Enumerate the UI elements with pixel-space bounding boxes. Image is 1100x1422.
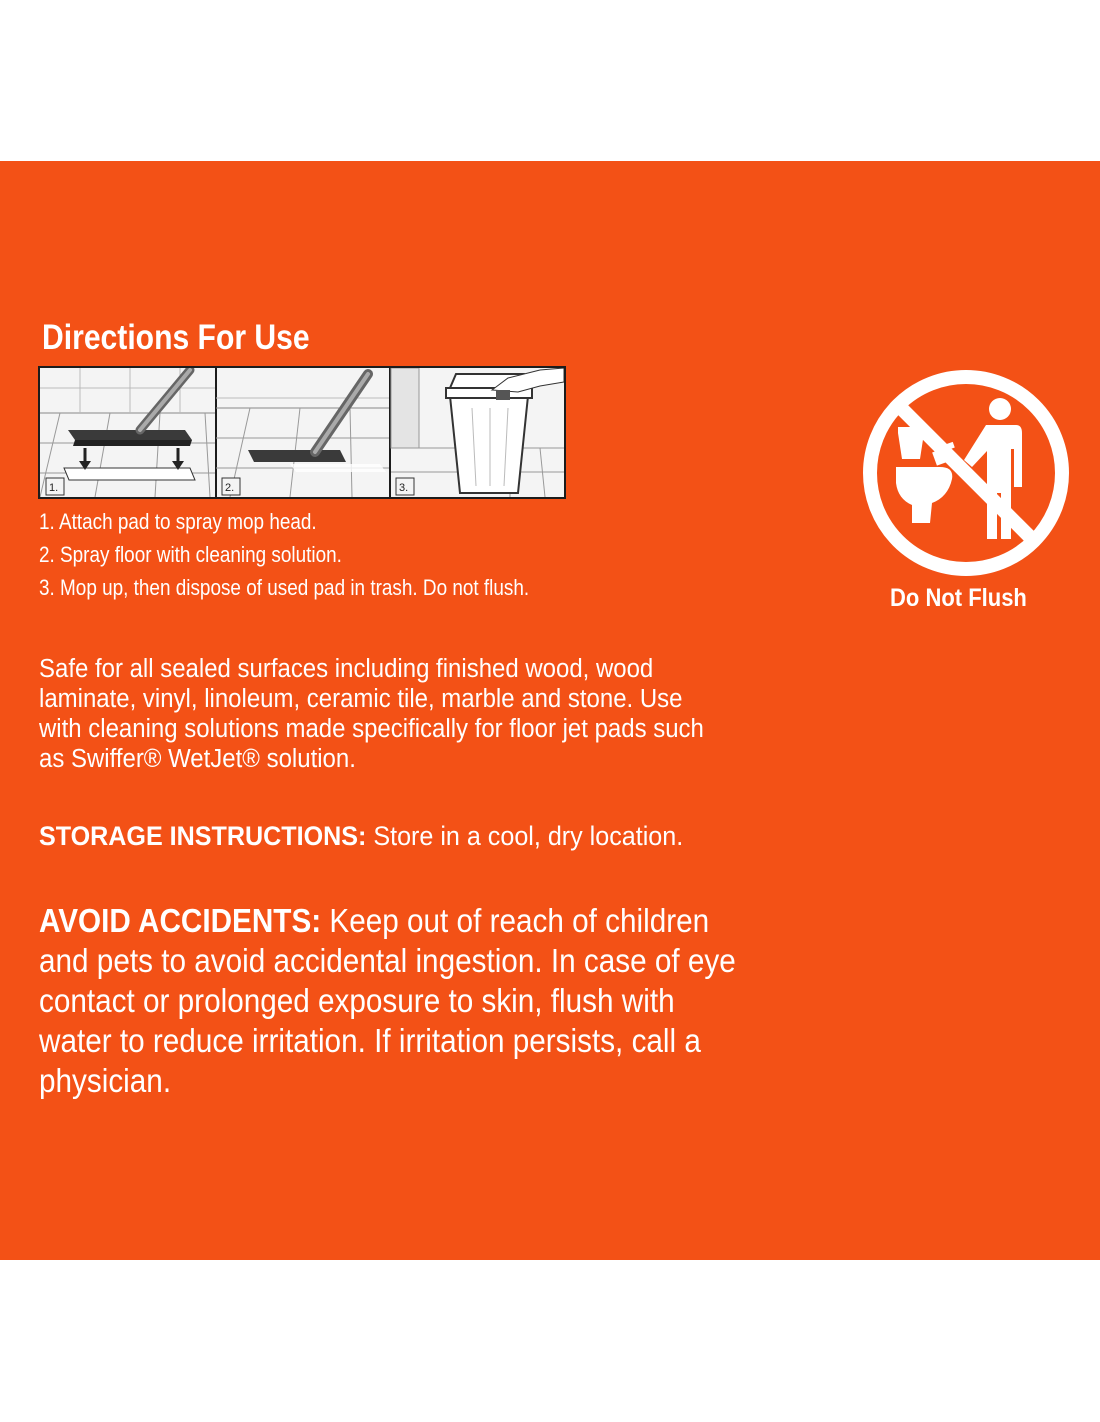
surfaces-line: laminate, vinyl, linoleum, ceramic tile, marble and stone. Use xyxy=(39,685,683,713)
panel-number-3: 3. xyxy=(399,482,409,494)
step-1: 1. Attach pad to spray mop head. xyxy=(39,509,317,534)
avoid-accidents-line: and pets to avoid accidental ingestion. In case of eye xyxy=(39,942,736,979)
surfaces-paragraph xyxy=(39,654,704,774)
avoid-accidents-line: contact or prolonged exposure to skin, flush with xyxy=(39,982,675,1019)
do-not-flush-label: Do Not Flush xyxy=(890,584,1027,612)
step-2: 2. Spray floor with cleaning solution. xyxy=(39,542,342,567)
avoid-accidents-line: physician. xyxy=(39,1062,172,1099)
instructions-panel xyxy=(0,161,1100,1260)
avoid-accidents xyxy=(39,901,736,1101)
directions-heading: Directions For Use xyxy=(42,318,310,357)
step1-illustration xyxy=(40,368,216,497)
surfaces-line: as Swiffer® WetJet® solution. xyxy=(39,745,356,773)
surfaces-line: Safe for all sealed surfaces including finished wood, wood xyxy=(39,655,654,683)
step-3: 3. Mop up, then dispose of used pad in trash. Do not flush. xyxy=(39,575,530,600)
panel-number-2: 2. xyxy=(225,482,235,494)
panel-number-1: 1. xyxy=(49,482,59,494)
surfaces-line: with cleaning solutions made specifically for floor jet pads such xyxy=(39,715,704,743)
storage-label: STORAGE INSTRUCTIONS: xyxy=(39,821,367,851)
avoid-accidents-line: Keep out of reach of children xyxy=(321,902,710,939)
no-flush-icon xyxy=(860,367,1072,579)
avoid-accidents-label: AVOID ACCIDENTS: xyxy=(39,902,322,939)
step3-illustration xyxy=(391,368,564,497)
storage-instructions xyxy=(39,821,683,852)
directions-illustration xyxy=(38,366,566,499)
step2-illustration xyxy=(216,374,390,497)
storage-text: Store in a cool, dry location. xyxy=(366,821,684,851)
avoid-accidents-line: water to reduce irritation. If irritation persists, call a xyxy=(39,1022,701,1059)
